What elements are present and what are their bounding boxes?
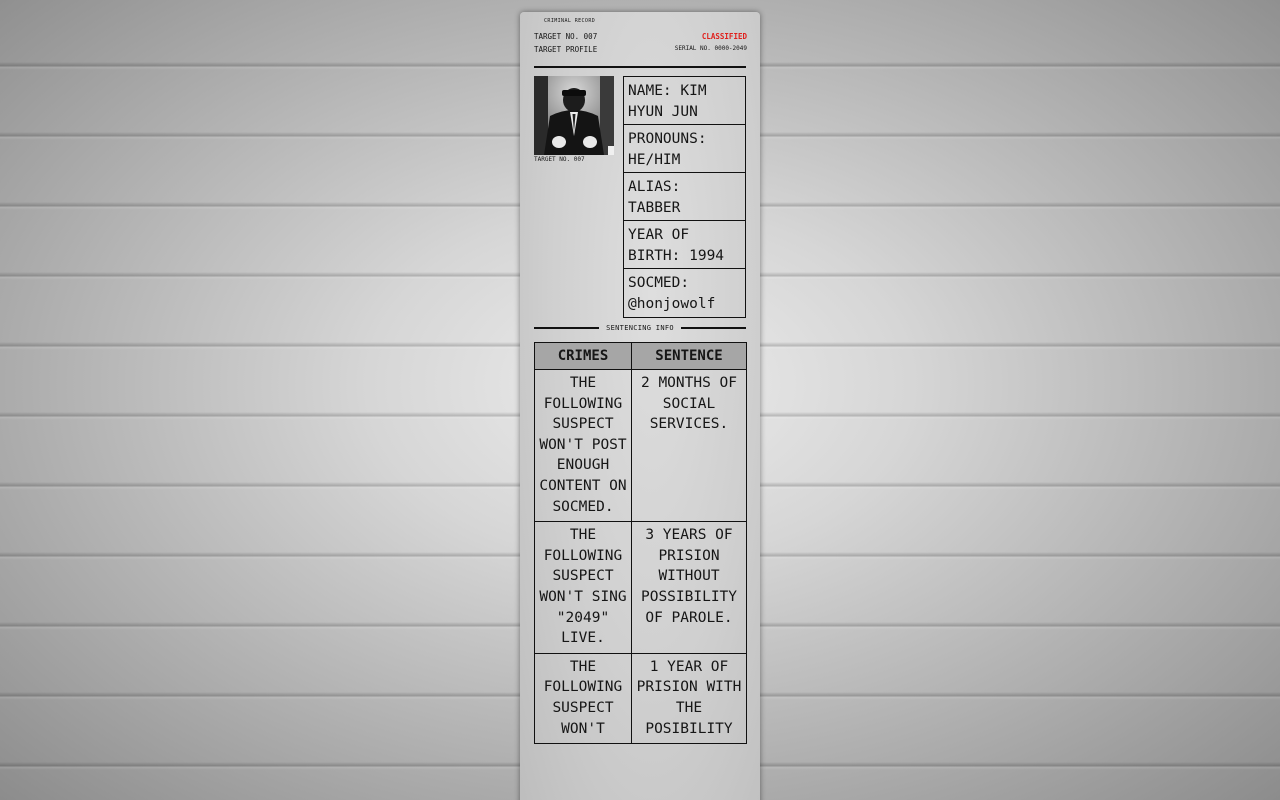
classified-stamp: CLASSIFIED xyxy=(701,32,747,41)
pronouns-field: PRONOUNS: HE/HIM xyxy=(624,125,745,173)
target-number: TARGET NO. 007 xyxy=(534,32,598,41)
profile-info-box xyxy=(623,76,746,318)
sentence-cell: 2 MONTHS OF SOCIAL SERVICES. xyxy=(632,370,747,522)
header-divider xyxy=(534,66,746,68)
header-row-top xyxy=(534,32,747,41)
table-row xyxy=(535,653,747,743)
target-photo xyxy=(534,76,614,155)
sentencing-section-header xyxy=(534,324,746,332)
crime-cell: THE FOLLOWING SUSPECT WON'T SING "2049" LIVE. xyxy=(535,522,632,654)
column-header-crimes: CRIMES xyxy=(535,343,632,370)
sentence-cell: 3 YEARS OF PRISION WITHOUT POSSIBILITY OF PAROLE. xyxy=(632,522,747,654)
birth-year-field: YEAR OF BIRTH: 1994 xyxy=(624,221,745,269)
sentence-cell: 1 YEAR OF PRISION WITH THE POSIBILITY xyxy=(632,653,747,743)
target-photo-image xyxy=(534,76,614,155)
crime-cell: THE FOLLOWING SUSPECT WON'T POST ENOUGH CONTENT ON SOCMED. xyxy=(535,370,632,522)
table-row xyxy=(535,370,747,522)
column-header-sentence: SENTENCE xyxy=(632,343,747,370)
serial-number: SERIAL NO. 0000-2049 xyxy=(674,45,747,52)
section-rule-left xyxy=(534,327,599,329)
sentencing-info-label: SENTENCING INFO xyxy=(606,324,674,332)
table-header-row xyxy=(535,343,747,370)
target-profile-label: TARGET PROFILE xyxy=(534,45,598,54)
header-row-bottom xyxy=(534,45,747,54)
socmed-field: SOCMED: @honjowolf xyxy=(628,275,716,312)
crime-cell: THE FOLLOWING SUSPECT WON'T xyxy=(535,653,632,743)
record-title: CRIMINAL RECORD xyxy=(544,18,596,24)
name-field: NAME: KIM HYUN JUN xyxy=(624,77,745,125)
criminal-record-sheet xyxy=(520,12,760,800)
table-row xyxy=(535,522,747,654)
alias-field: ALIAS: TABBER xyxy=(624,173,745,221)
sentencing-table xyxy=(534,342,747,744)
section-rule-right xyxy=(681,327,746,329)
photo-caption: TARGET NO. 007 xyxy=(534,156,585,163)
